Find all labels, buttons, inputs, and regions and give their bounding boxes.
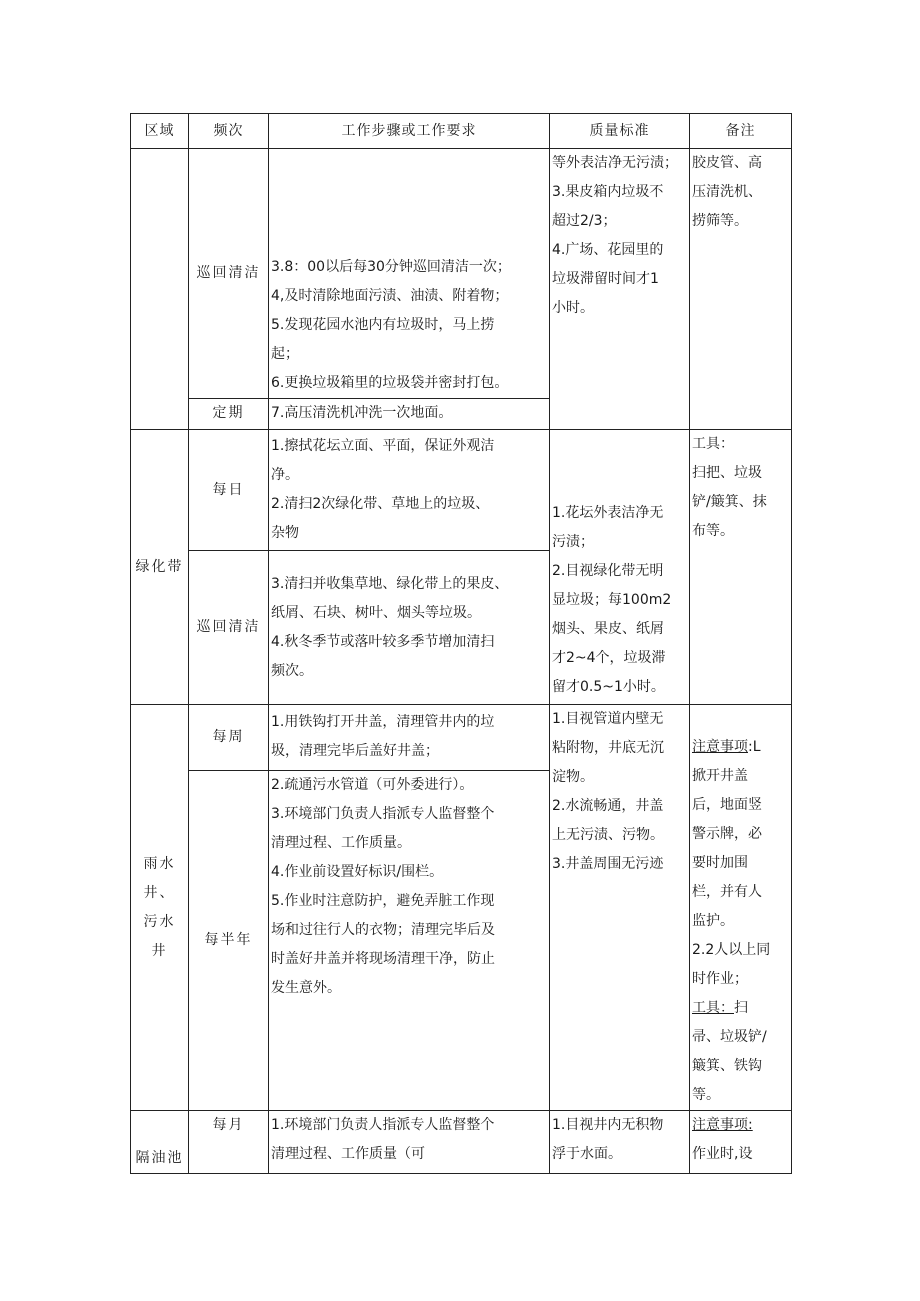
remark-line: 2.2人以上同 [692, 942, 771, 958]
step-line: 起； [271, 345, 299, 362]
step-line: 3.8：00以后每30分钟巡回清洁一次； [271, 258, 511, 275]
remark-line: 捞筛等。 [692, 213, 748, 229]
frequency-cell: 定期 [189, 398, 269, 429]
quality-line: 3.井盖周围无污迹 [552, 856, 664, 872]
step-line: 圾，清理完毕后盖好井盖； [271, 743, 439, 760]
steps-cell [269, 1111, 550, 1174]
quality-line: 留才0.5~1小时。 [552, 679, 665, 695]
remark-line: 后，地面竖 [692, 797, 762, 813]
remarks-cell [690, 430, 792, 705]
note-label: 注意事项 [692, 739, 748, 755]
quality-line: 2.水流畅通，井盖 [552, 798, 664, 814]
quality-cell [550, 430, 690, 705]
remark-line: 作业时,设 [692, 1146, 753, 1162]
remark-line: 簸箕、铁钩 [692, 1058, 762, 1074]
step-line: 2.清扫2次绿化带、草地上的垃圾、 [271, 496, 490, 512]
note-label: 注意事项: [692, 1117, 753, 1133]
remarks-cell [690, 705, 792, 1111]
frequency-cell: 每月 [189, 1111, 269, 1174]
step-line: 清理过程、工作质量（可 [271, 1146, 425, 1162]
remark-line: 要时加围 [692, 855, 748, 871]
step-line: 3.环境部门负责人指派专人监督整个 [271, 805, 495, 822]
table-row [131, 1111, 792, 1174]
step-line: 5.发现花园水池内有垃圾时，马上捞 [271, 316, 495, 333]
remark-line [692, 994, 789, 1023]
step-line: 净。 [271, 467, 299, 483]
frequency-cell: 每日 [189, 430, 269, 551]
step-line: 7.高压清洗机冲洗一次地面。 [271, 405, 453, 422]
step-line: 时盖好井盖并将现场清理干净，防止 [271, 950, 495, 967]
quality-cell [550, 1111, 690, 1174]
quality-line: 粘附物，井底无沉 [552, 740, 664, 756]
step-line: 发生意外。 [271, 979, 341, 996]
step-line: 频次。 [271, 662, 313, 679]
header-quality: 质量标准 [550, 114, 690, 149]
table-row [131, 149, 792, 399]
step-line: 2.疏通污水管道（可外委进行）。 [271, 776, 474, 793]
area-cell-continued [131, 149, 189, 430]
quality-cell [550, 705, 690, 1111]
remark-line: 警示牌，必 [692, 826, 762, 842]
header-remarks: 备注 [690, 114, 792, 149]
quality-line: 3.果皮箱内垃圾不 [552, 184, 664, 200]
quality-line: 上无污渍、污物。 [552, 827, 664, 843]
remark-line: 掀开井盖 [692, 768, 748, 784]
quality-line: 2.目视绿化带无明 [552, 563, 664, 579]
area-line: 雨水 [143, 855, 176, 872]
quality-line: 淀物。 [552, 769, 594, 785]
area-line: 井 [151, 942, 168, 959]
quality-line: 1.目视井内无积物 [552, 1117, 664, 1133]
area-line: 污水 [143, 913, 176, 930]
note-label-rest: :L [748, 739, 761, 755]
step-line: 4,及时清除地面污渍、油渍、附着物； [271, 287, 509, 304]
frequency-cell: 每周 [189, 705, 269, 771]
remark-line: 扫把、垃圾 [692, 465, 762, 481]
remark-line: 布等。 [692, 523, 734, 539]
step-line: 清理过程、工作质量。 [271, 834, 411, 851]
header-steps: 工作步骤或工作要求 [269, 114, 550, 149]
quality-line: 污渍； [552, 534, 594, 550]
remark-line: 时作业； [692, 971, 748, 987]
tools-label-rest: 扫 [734, 1000, 748, 1016]
step-line: 5.作业时注意防护，避免弄脏工作现 [271, 892, 495, 909]
remark-line: 等。 [692, 1087, 720, 1103]
quality-line: 垃圾滞留时间才1 [552, 271, 659, 287]
table-row [131, 705, 792, 771]
table-header-row [131, 114, 792, 149]
quality-line: 显垃圾；每100m2 [552, 592, 672, 608]
header-area: 区域 [131, 114, 189, 149]
frequency-cell: 每半年 [189, 770, 269, 1110]
remarks-cell [690, 149, 792, 430]
step-line: 3.清扫并收集草地、绿化带上的果皮、 [271, 575, 509, 592]
quality-line: 4.广场、花园里的 [552, 242, 664, 258]
steps-cell [269, 398, 550, 429]
remark-line: 压清洗机、 [692, 184, 762, 200]
step-line: 6.更换垃圾箱里的垃圾袋并密封打包。 [271, 374, 509, 391]
step-line: 1.用铁钩打开井盖，清理管井内的垃 [271, 714, 495, 731]
step-line: 4.作业前设置好标识/围栏。 [271, 863, 444, 880]
step-line: 1.环境部门负责人指派专人监督整个 [271, 1117, 495, 1133]
area-cell [131, 705, 189, 1111]
quality-line: 烟头、果皮、纸屑 [552, 621, 664, 637]
steps-cell [269, 705, 550, 771]
remarks-cell [690, 1111, 792, 1174]
remark-line: 监护。 [692, 913, 734, 929]
remark-line: 胶皮管、高 [692, 155, 762, 171]
remark-line: 栏，并有人 [692, 884, 762, 900]
steps-cell [269, 430, 550, 551]
cleaning-standards-table [130, 113, 792, 1174]
quality-cell [550, 149, 690, 430]
steps-cell [269, 149, 550, 399]
quality-line: 浮于水面。 [552, 1146, 622, 1162]
area-cell: 绿化带 [131, 430, 189, 705]
header-frequency: 频次 [189, 114, 269, 149]
step-line: 纸屑、石块、树叶、烟头等垃圾。 [271, 604, 481, 621]
table-row [131, 430, 792, 551]
remark-line: 工具： [692, 436, 734, 452]
quality-line: 才2~4个，垃圾滞 [552, 650, 666, 666]
remark-line: 铲/簸箕、抹 [692, 494, 767, 510]
area-cell: 隔油池 [131, 1111, 189, 1174]
quality-line: 超过2/3； [552, 213, 617, 229]
quality-line: 1.花坛外表洁净无 [552, 505, 664, 521]
remark-line [692, 733, 789, 762]
tools-label: 工具： [692, 1000, 734, 1016]
remark-line: 帚、垃圾铲/ [692, 1029, 767, 1045]
step-line: 杂物 [271, 525, 299, 541]
quality-line: 小时。 [552, 300, 594, 316]
frequency-cell: 巡回清洁 [189, 149, 269, 399]
steps-cell [269, 551, 550, 705]
step-line: 场和过往行人的衣物；清理完毕后及 [271, 921, 495, 938]
quality-line: 1.目视管道内壁无 [552, 711, 664, 727]
step-line: 4.秋冬季节或落叶较多季节增加清扫 [271, 633, 495, 650]
step-line: 1.擦拭花坛立面、平面，保证外观洁 [271, 438, 495, 454]
frequency-cell: 巡回清洁 [189, 551, 269, 705]
area-line: 井、 [143, 884, 176, 901]
steps-cell [269, 770, 550, 1110]
quality-line: 等外表洁净无污渍； [552, 155, 678, 171]
